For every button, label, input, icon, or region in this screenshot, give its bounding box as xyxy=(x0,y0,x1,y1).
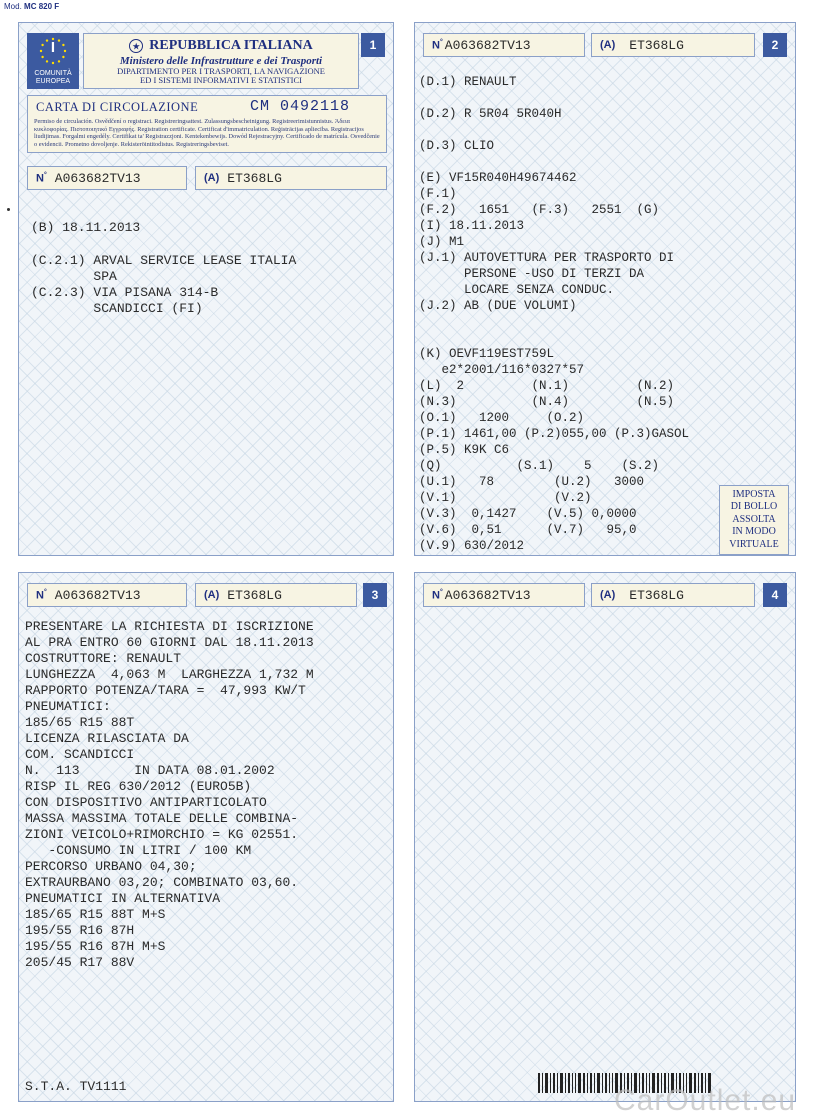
stamp-duty-line: IN MODO xyxy=(732,526,776,538)
document-serial: CM 0492118 xyxy=(250,98,351,115)
republic-emblem-icon: ★ xyxy=(129,39,143,53)
plate-number: ET368LG xyxy=(629,37,684,53)
text-line: PNEUMATICI: xyxy=(25,699,111,714)
text-line: 185/65 R15 88T xyxy=(25,715,135,730)
text-line: (U.1) 78 (U.2) 3000 xyxy=(419,475,645,489)
ministry-name: Ministero delle Infrastrutture e dei Trasporti xyxy=(119,55,323,67)
text-line: LUNGHEZZA 4,063 M LARGHEZZA 1,732 M xyxy=(25,667,314,682)
republic-title-text: REPUBBLICA ITALIANA xyxy=(149,38,313,53)
text-line: (Q) (S.1) 5 (S.2) xyxy=(419,459,660,473)
plate-box xyxy=(591,33,755,57)
department-line-1: DIPARTIMENTO PER I TRASPORTI, LA NAVIGAZIONE xyxy=(117,66,325,76)
text-line: (E) VF15R040H49674462 xyxy=(419,171,577,185)
text-line: LICENZA RILASCIATA DA xyxy=(25,731,189,746)
text-line: (P.1) 1461,00 (P.2)055,00 (P.3)GASOL xyxy=(419,427,690,441)
eu-caption-line2: EUROPEA xyxy=(35,78,71,85)
text-line: -CONSUMO IN LITRI / 100 KM xyxy=(25,843,252,858)
number-label: N° xyxy=(36,588,47,602)
plate-box xyxy=(195,583,357,607)
department-line-2: ED I SISTEMI INFORMATIVI E STATISTICI xyxy=(140,75,302,85)
text-line: (V.9) 630/2012 xyxy=(419,539,525,553)
text-line: (D.2) R 5R04 5R040H xyxy=(419,107,562,121)
number-label: N° xyxy=(432,38,443,52)
panel-4 xyxy=(414,572,796,1102)
text-line: e2*2001/116*0327*57 xyxy=(419,363,585,377)
text-line: 195/55 R16 87H xyxy=(25,923,135,938)
number-label: N° xyxy=(36,171,47,185)
text-line: 185/65 R15 88T M+S xyxy=(25,907,166,922)
plate-number: ET368LG xyxy=(227,587,282,603)
panel-number-3: 3 xyxy=(363,583,387,607)
registration-number-box xyxy=(423,583,585,607)
republic-header xyxy=(83,33,359,89)
registration-number-box xyxy=(423,33,585,57)
carta-box xyxy=(27,95,387,153)
registration-number-box xyxy=(27,583,187,607)
text-line: PERSONE -USO DI TERZI DA xyxy=(419,267,645,281)
registration-number: A063682TV13 xyxy=(54,170,141,186)
text-line: (K) OEVF119EST759L xyxy=(419,347,555,361)
panel-1 xyxy=(18,22,394,556)
scan-speck xyxy=(7,208,10,211)
text-line: (J.1) AUTOVETTURA PER TRASPORTO DI xyxy=(419,251,675,265)
republic-title xyxy=(84,38,358,54)
text-line: COM. SCANDICCI xyxy=(25,747,135,762)
registration-number: A063682TV13 xyxy=(54,587,141,603)
panel-3 xyxy=(18,572,394,1102)
plate-label: (A) xyxy=(204,172,220,184)
stamp-duty-line: ASSOLTA xyxy=(732,513,776,525)
document-title: CARTA DI CIRCOLAZIONE xyxy=(36,100,199,114)
text-line: CON DISPOSITIVO ANTIPARTICOLATO xyxy=(25,795,267,810)
stamp-duty-line: VIRTUALE xyxy=(729,538,779,550)
office-code: S.T.A. TV1111 xyxy=(25,1079,127,1094)
text-line: COSTRUTTORE: RENAULT xyxy=(25,651,182,666)
text-line: (I) 18.11.2013 xyxy=(419,219,525,233)
panel-number-4: 4 xyxy=(763,583,787,607)
text-line: N. 113 IN DATA 08.01.2002 xyxy=(25,763,275,778)
text-line: (C.2.1) ARVAL SERVICE LEASE ITALIA xyxy=(31,253,297,268)
panel-number-2: 2 xyxy=(763,33,787,57)
country-letter: I xyxy=(50,39,56,56)
text-line: (N.3) (N.4) (N.5) xyxy=(419,395,675,409)
text-line: SPA xyxy=(31,269,117,284)
plate-number: ET368LG xyxy=(629,587,684,603)
text-line: (V.1) (V.2) xyxy=(419,491,592,505)
text-line: PNEUMATICI IN ALTERNATIVA xyxy=(25,891,221,906)
eu-caption xyxy=(34,70,71,86)
multilingual-titles: Permiso de circulación. Osvědčení o registraci. Registreringsattest. Zulassungsbescheinigung. Registreerimistunnistus. Άδεια κυκλοφορίας. Πιστοποιητικό Εγγραφής. Registration certificate. Certificat d'immatriculation. Reģistrācijas apliecība. Registracijos liudijimas. Forgalmi engedély. Certifikat ta' Registrazzjoni. Kentekenbewijs. Dowód Rejestracyjny. Certificado de matrícula. Osvedčenie o evidencii. Prometno dovoljenje. Rekisteröintitodistus. Registreringsbeviset. xyxy=(34,118,380,148)
eu-caption-line1: COMUNITÀ xyxy=(34,70,72,77)
text-line: SCANDICCI (FI) xyxy=(31,301,203,316)
text-line: (J.2) AB (DUE VOLUMI) xyxy=(419,299,577,313)
text-line: RAPPORTO POTENZA/TARA = 47,993 KW/T xyxy=(25,683,306,698)
registration-number-box xyxy=(27,166,187,190)
text-line: (D.1) RENAULT xyxy=(419,75,517,89)
plate-label: (A) xyxy=(600,39,616,51)
text-line: EXTRAURBANO 03,20; COMBINATO 03,60. xyxy=(25,875,299,890)
text-line: PERCORSO URBANO 04,30; xyxy=(25,859,197,874)
text-line: (C.2.3) VIA PISANA 314-B xyxy=(31,285,219,300)
text-line: RISP IL REG 630/2012 (EURO5B) xyxy=(25,779,252,794)
form-model-code: MC 820 F xyxy=(24,2,60,11)
text-line: LOCARE SENZA CONDUC. xyxy=(419,283,615,297)
form-model-prefix: Mod. xyxy=(4,2,22,11)
text-line: ZIONI VEICOLO+RIMORCHIO = KG 02551. xyxy=(25,827,299,842)
text-line: (D.3) CLIO xyxy=(419,139,495,153)
plate-box xyxy=(195,166,387,190)
stamp-duty-line: IMPOSTA xyxy=(732,489,776,500)
text-line: (V.6) 0,51 (V.7) 95,0 xyxy=(419,523,637,537)
text-line: (B) 18.11.2013 xyxy=(31,220,141,235)
registration-number: A063682TV13 xyxy=(444,37,531,53)
text-line: (V.3) 0,1427 (V.5) 0,0000 xyxy=(419,507,637,521)
text-line: (F.1) xyxy=(419,187,457,201)
number-label: N° xyxy=(432,588,443,602)
plate-label: (A) xyxy=(600,589,616,601)
panel-2 xyxy=(414,22,796,556)
eu-flag xyxy=(27,33,79,89)
text-line: (F.2) 1651 (F.3) 2551 (G) xyxy=(419,203,660,217)
text-line: 205/45 R17 88V xyxy=(25,955,135,970)
plate-label: (A) xyxy=(204,589,220,601)
text-line: PRESENTARE LA RICHIESTA DI ISCRIZIONE xyxy=(25,619,314,634)
text-line: (J) M1 xyxy=(419,235,465,249)
plate-number: ET368LG xyxy=(227,170,282,186)
text-line: AL PRA ENTRO 60 GIORNI DAL 18.11.2013 xyxy=(25,635,314,650)
plate-box xyxy=(591,583,755,607)
panel-number-1: 1 xyxy=(361,33,385,57)
stamp-duty-box xyxy=(719,485,789,555)
text-line: MASSA MASSIMA TOTALE DELLE COMBINA- xyxy=(25,811,299,826)
watermark: CarOutlet.eu xyxy=(614,1084,797,1117)
text-line: (L) 2 (N.1) (N.2) xyxy=(419,379,675,393)
text-line: 195/55 R16 87H M+S xyxy=(25,939,166,954)
stamp-duty-line: DI BOLLO xyxy=(730,501,778,513)
registration-number: A063682TV13 xyxy=(444,587,531,603)
form-model-label xyxy=(4,2,59,11)
text-line: (O.1) 1200 (O.2) xyxy=(419,411,585,425)
text-line: (P.5) K9K C6 xyxy=(419,443,510,457)
